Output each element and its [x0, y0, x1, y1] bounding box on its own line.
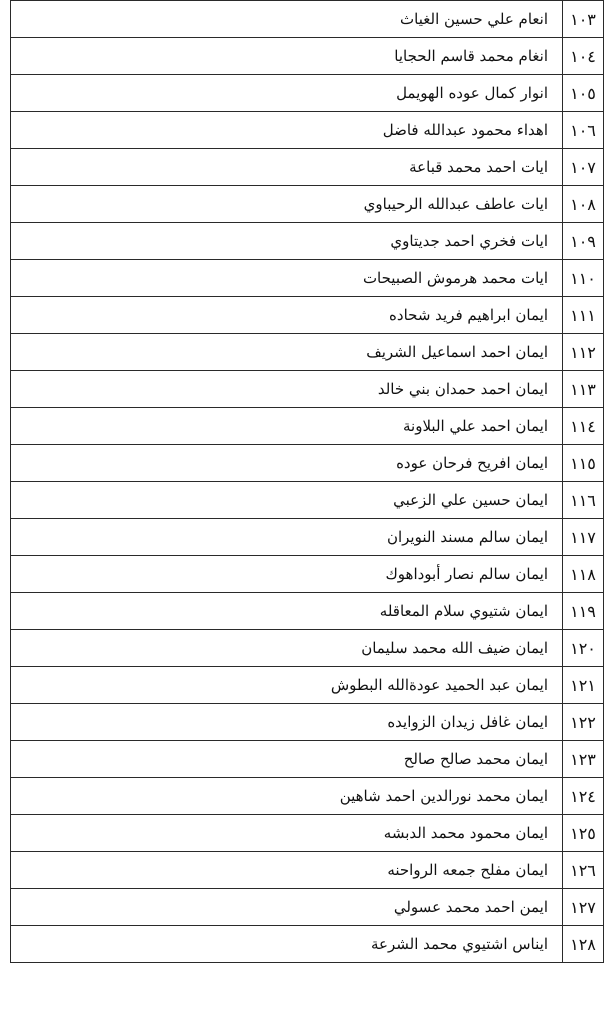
table-row — [11, 741, 604, 778]
row-name: ايمان ابراهيم فريد شحاده — [11, 297, 563, 334]
row-number: ١٢١ — [563, 667, 604, 704]
row-name: ايمان محمد صالح صالح — [11, 741, 563, 778]
table-row — [11, 593, 604, 630]
row-name: ايمان سالم مسند النويران — [11, 519, 563, 556]
row-number: ١٠٣ — [563, 1, 604, 38]
row-number: ١٢٧ — [563, 889, 604, 926]
row-name: ايات عاطف عبدالله الرحيباوي — [11, 186, 563, 223]
table-row — [11, 297, 604, 334]
row-number: ١١٣ — [563, 371, 604, 408]
table-row — [11, 630, 604, 667]
table-row — [11, 112, 604, 149]
table-row — [11, 38, 604, 75]
row-number: ١٢٢ — [563, 704, 604, 741]
row-number: ١٠٩ — [563, 223, 604, 260]
row-name: ايمان شتيوي سلام المعاقله — [11, 593, 563, 630]
row-name: ايمان عبد الحميد عودةالله البطوش — [11, 667, 563, 704]
row-name: ايمان ضيف الله محمد سليمان — [11, 630, 563, 667]
row-number: ١١٧ — [563, 519, 604, 556]
table-row — [11, 371, 604, 408]
row-name: ايمان محمود محمد الدبشه — [11, 815, 563, 852]
row-name: ايمن احمد محمد عسولي — [11, 889, 563, 926]
row-number: ١٢٨ — [563, 926, 604, 963]
row-name: ايمان سالم نصار أبوداهوك — [11, 556, 563, 593]
row-number: ١٠٤ — [563, 38, 604, 75]
row-number: ١٠٨ — [563, 186, 604, 223]
names-document — [10, 0, 604, 963]
table-row — [11, 260, 604, 297]
row-number: ١٢٤ — [563, 778, 604, 815]
row-number: ١١١ — [563, 297, 604, 334]
row-number: ١٠٦ — [563, 112, 604, 149]
row-name: ايمان احمد علي البلاونة — [11, 408, 563, 445]
row-name: ايات فخري احمد جديتاوي — [11, 223, 563, 260]
row-number: ١٠٥ — [563, 75, 604, 112]
row-number: ١٢٣ — [563, 741, 604, 778]
table-row — [11, 889, 604, 926]
table-row — [11, 704, 604, 741]
table-row — [11, 852, 604, 889]
table-row — [11, 667, 604, 704]
row-number: ١١٠ — [563, 260, 604, 297]
names-table-body — [11, 1, 604, 963]
table-row — [11, 778, 604, 815]
row-number: ١١٨ — [563, 556, 604, 593]
row-name: اهداء محمود عبدالله فاضل — [11, 112, 563, 149]
row-number: ١٢٠ — [563, 630, 604, 667]
row-name: انغام محمد قاسم الحجايا — [11, 38, 563, 75]
table-row — [11, 149, 604, 186]
row-name: انعام علي حسين الغياث — [11, 1, 563, 38]
table-row — [11, 445, 604, 482]
table-row — [11, 334, 604, 371]
names-table — [10, 0, 604, 963]
table-row — [11, 1, 604, 38]
row-number: ١١٤ — [563, 408, 604, 445]
row-name: ايمان مفلح جمعه الرواحنه — [11, 852, 563, 889]
row-name: ايمان غافل زيدان الزوايده — [11, 704, 563, 741]
row-name: ايمان حسين علي الزعبي — [11, 482, 563, 519]
table-row — [11, 186, 604, 223]
table-row — [11, 482, 604, 519]
table-row — [11, 815, 604, 852]
row-number: ١١٥ — [563, 445, 604, 482]
table-row — [11, 75, 604, 112]
row-name: ايات محمد هرموش الصبيحات — [11, 260, 563, 297]
row-name: انوار كمال عوده الهويمل — [11, 75, 563, 112]
row-name: ايمان محمد نورالدين احمد شاهين — [11, 778, 563, 815]
row-name: ايناس اشتيوي محمد الشرعة — [11, 926, 563, 963]
row-number: ١٢٥ — [563, 815, 604, 852]
table-row — [11, 926, 604, 963]
table-row — [11, 519, 604, 556]
row-number: ١١٢ — [563, 334, 604, 371]
table-row — [11, 556, 604, 593]
row-name: ايمان احمد حمدان بني خالد — [11, 371, 563, 408]
row-number: ١١٦ — [563, 482, 604, 519]
table-row — [11, 408, 604, 445]
row-name: ايات احمد محمد قباعة — [11, 149, 563, 186]
row-name: ايمان احمد اسماعيل الشريف — [11, 334, 563, 371]
row-number: ١١٩ — [563, 593, 604, 630]
row-number: ١٠٧ — [563, 149, 604, 186]
row-number: ١٢٦ — [563, 852, 604, 889]
table-row — [11, 223, 604, 260]
row-name: ايمان افريح فرحان عوده — [11, 445, 563, 482]
